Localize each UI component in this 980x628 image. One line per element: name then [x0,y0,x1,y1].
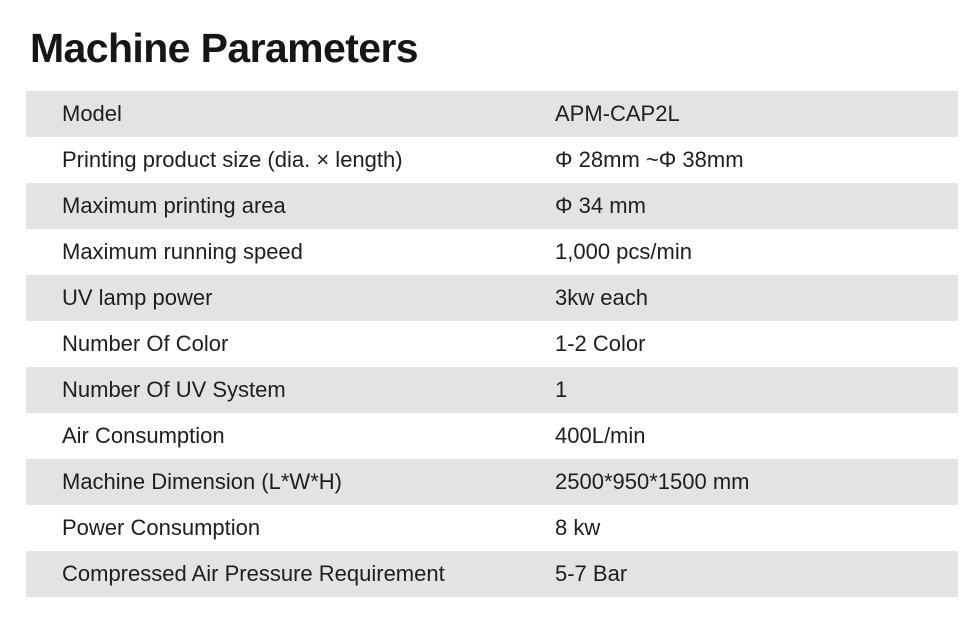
parameter-label: Printing product size (dia. × length) [62,147,403,172]
parameter-value: Φ 34 mm [555,193,646,218]
parameters-table [26,91,958,597]
parameter-label: Maximum running speed [62,239,303,264]
parameter-label: Air Consumption [62,423,225,448]
table-row [26,367,958,413]
table-row [26,275,958,321]
parameter-label: Compressed Air Pressure Requirement [62,561,445,586]
parameter-label: Machine Dimension (L*W*H) [62,469,342,494]
table-row [26,321,958,367]
parameter-label: Power Consumption [62,515,261,540]
parameter-value: 1-2 Color [555,331,646,356]
parameter-value: 400L/min [555,423,646,448]
parameter-label: UV lamp power [62,285,213,310]
parameter-value: Φ 28mm ~Φ 38mm [555,147,744,172]
table-row [26,505,958,551]
table-row [26,91,958,137]
parameter-label: Model [62,101,122,126]
parameter-value: APM-CAP2L [555,101,680,126]
table-row [26,229,958,275]
parameter-value: 5-7 Bar [555,561,628,586]
parameter-label: Number Of Color [62,331,229,356]
table-row [26,551,958,597]
table-row [26,413,958,459]
parameter-label: Maximum printing area [62,193,286,218]
parameter-value: 3kw each [555,285,648,310]
parameter-value: 8 kw [555,515,601,540]
parameter-value: 2500*950*1500 mm [555,469,750,494]
parameter-value: 1,000 pcs/min [555,239,692,264]
table-row [26,183,958,229]
parameter-value: 1 [555,377,568,402]
table-row [26,459,958,505]
table-row [26,137,958,183]
parameter-label: Number Of UV System [62,377,286,402]
page-title: Machine Parameters [30,25,419,71]
